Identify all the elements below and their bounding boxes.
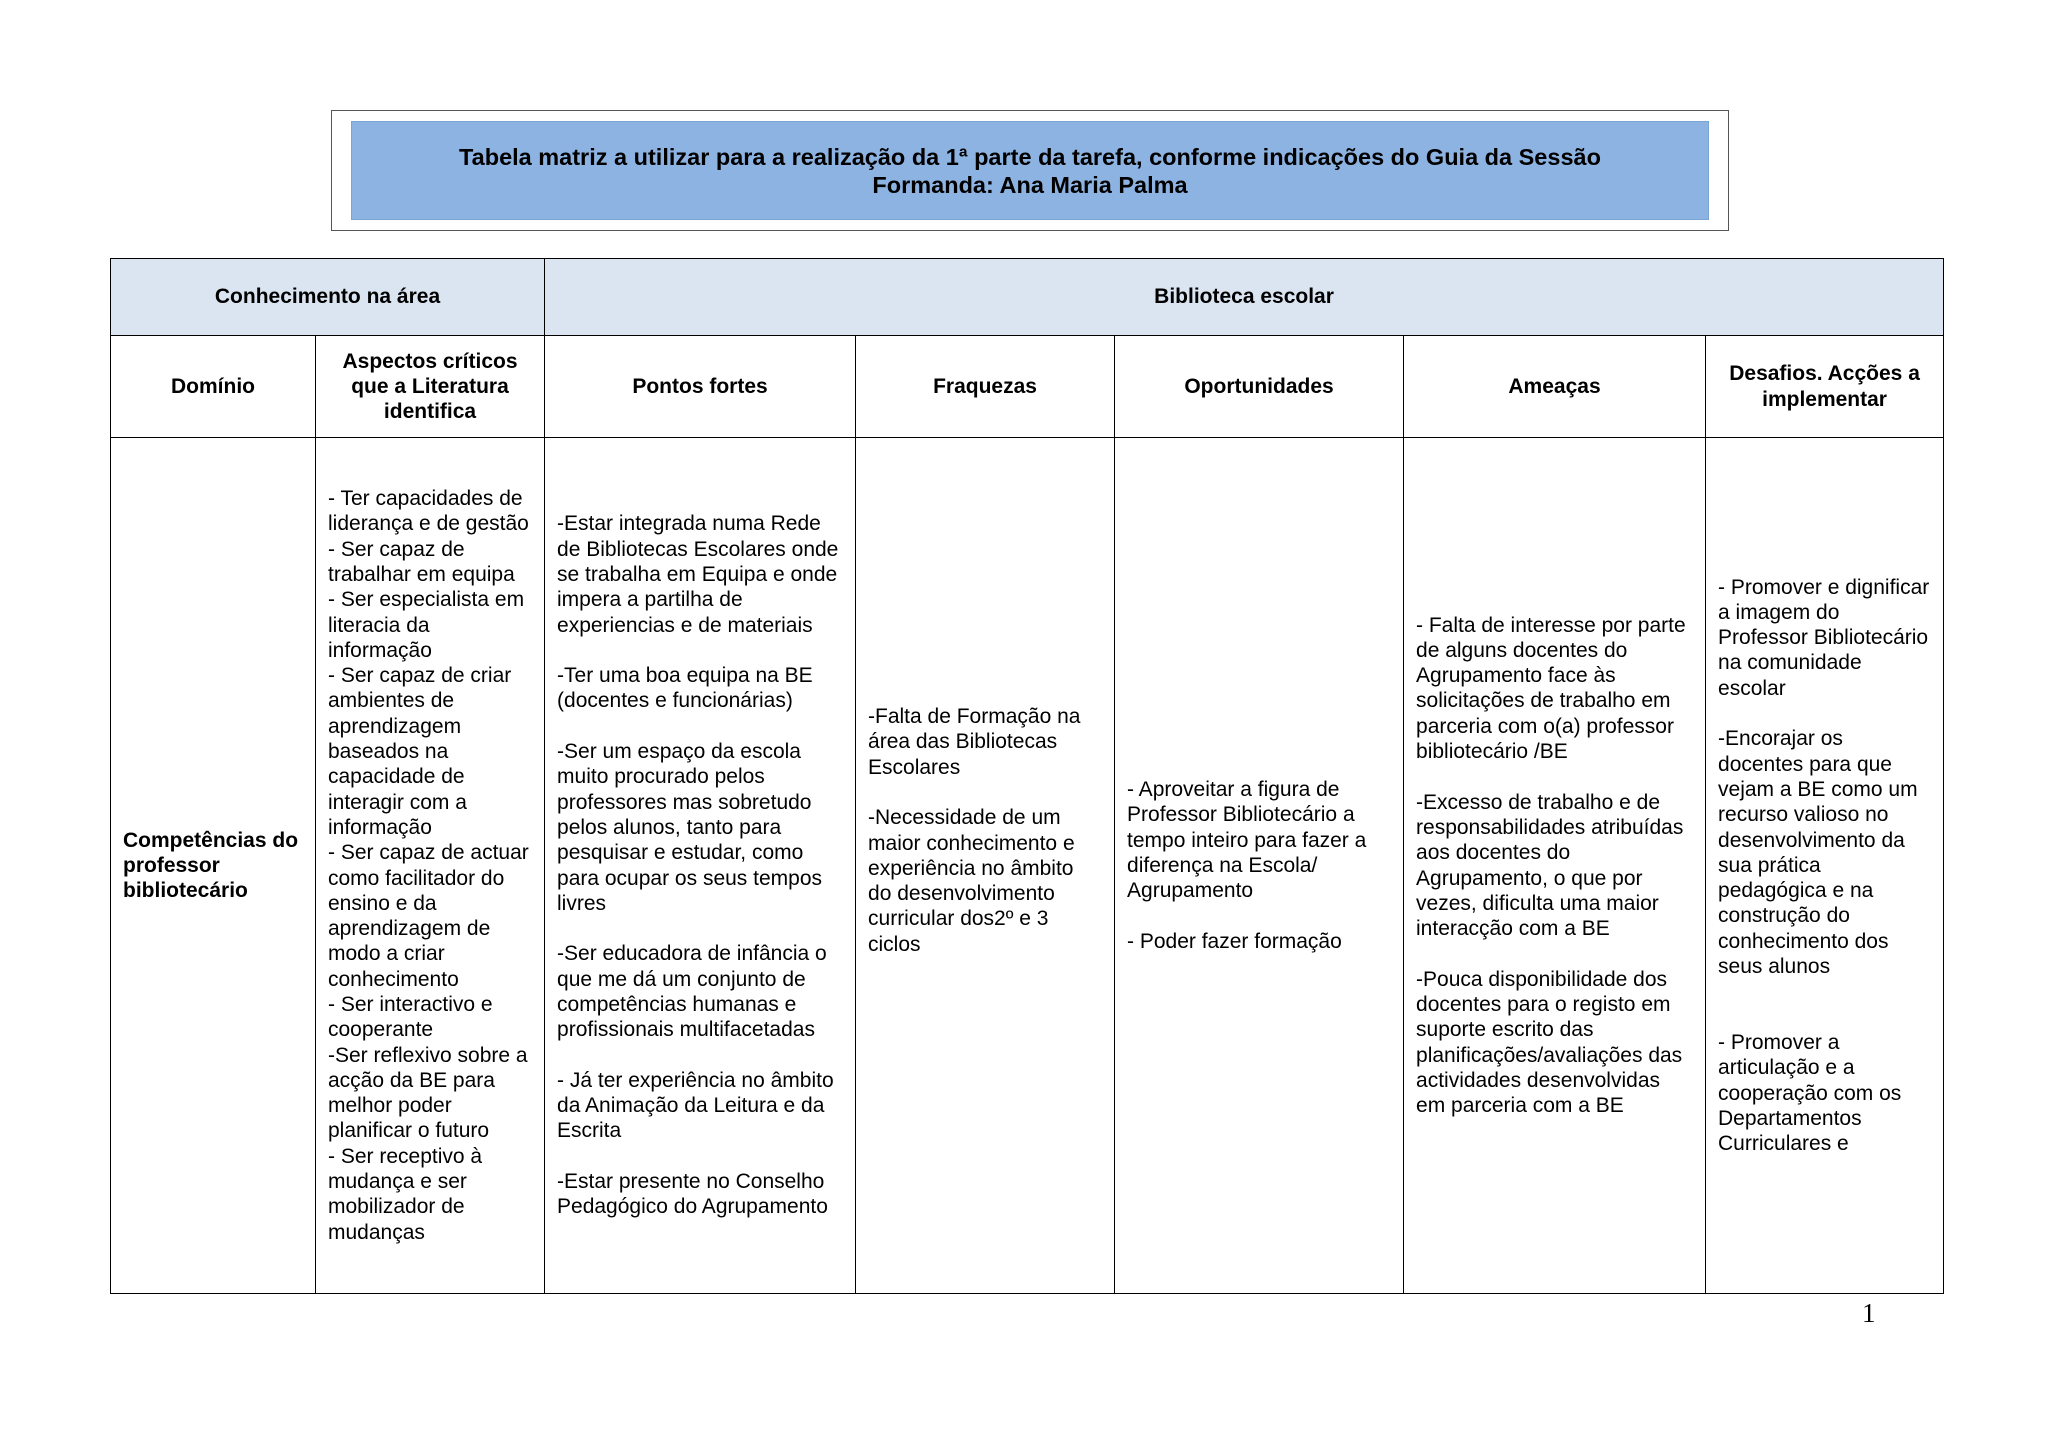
column-header-oportunidades: Oportunidades xyxy=(1115,336,1404,438)
trainee-name: Formanda: Ana Maria Palma xyxy=(872,171,1188,198)
swot-matrix-table xyxy=(110,258,1944,1294)
page-number: 1 xyxy=(1862,1298,1876,1328)
header-banner xyxy=(351,121,1709,220)
column-header-aspectos: Aspectos críticos que a Literatura identifica xyxy=(316,336,545,438)
cell-ameacas: - Falta de interesse por parte de alguns docentes do Agrupamento face às solicitações de trabalho em parceria com o(a) professor bibliotecário /BE -Excesso de trabalho e de responsabilidades atribuídas aos docentes do Agrupamento, o que por vezes, dificulta uma maior interacção com a BE -Pouca disponibilidade dos docentes para o registo em suporte escrito das planificações/avaliações das actividades desenvolvidas em parceria com a BE xyxy=(1404,438,1706,1294)
group-header-row xyxy=(111,259,1944,336)
cell-aspectos: - Ter capacidades de liderança e de gestão - Ser capaz de trabalhar em equipa - Ser especialista em literacia da informação - Ser capaz de criar ambientes de aprendizagem baseados na capacidade de interagir com a informação - Ser capaz de actuar como facilitador do ensino e da aprendizagem de modo a criar conhecimento - Ser interactivo e cooperante -Ser reflexivo sobre a acção da BE para melhor poder planificar o futuro - Ser receptivo à mudança e ser mobilizador de mudanças xyxy=(316,438,545,1294)
header-box xyxy=(331,110,1729,231)
column-header-desafios: Desafios. Acções a implementar xyxy=(1706,336,1944,438)
document-title: Tabela matriz a utilizar para a realização da 1ª parte da tarefa, conforme indicações do Guia da Sessão xyxy=(459,143,1601,170)
column-header-fraquezas: Fraquezas xyxy=(856,336,1115,438)
table-row xyxy=(111,438,1944,1294)
group-header-knowledge: Conhecimento na área xyxy=(111,259,545,336)
column-header-ameacas: Ameaças xyxy=(1404,336,1706,438)
cell-pontos-fortes: -Estar integrada numa Rede de Bibliotecas Escolares onde se trabalha em Equipa e onde impera a partilha de experiencias e de materiais -Ter uma boa equipa na BE (docentes e funcionárias) -Ser um espaço da escola muito procurado pelos professores mas sobretudo pelos alunos, tanto para pesquisar e estudar, como para ocupar os seus tempos livres -Ser educadora de infância o que me dá um conjunto de competências humanas e profissionais multifacetadas - Já ter experiência no âmbito da Animação da Leitura e da Escrita -Estar presente no Conselho Pedagógico do Agrupamento xyxy=(545,438,856,1294)
cell-desafios: - Promover e dignificar a imagem do Professor Bibliotecário na comunidade escolar -Encorajar os docentes para que vejam a BE como um recurso valioso no desenvolvimento da sua prática pedagógica e na construção do conhecimento dos seus alunos - Promover a articulação e a cooperação com os Departamentos Curriculares e xyxy=(1706,438,1944,1294)
column-header-pontos-fortes: Pontos fortes xyxy=(545,336,856,438)
column-header-dominio: Domínio xyxy=(111,336,316,438)
cell-oportunidades: - Aproveitar a figura de Professor Bibliotecário a tempo inteiro para fazer a diferença na Escola/ Agrupamento - Poder fazer formação xyxy=(1115,438,1404,1294)
cell-fraquezas: -Falta de Formação na área das Bibliotecas Escolares -Necessidade de um maior conhecimento e experiência no âmbito do desenvolvimento curricular dos2º e 3 ciclos xyxy=(856,438,1115,1294)
group-header-library: Biblioteca escolar xyxy=(545,259,1944,336)
cell-dominio: Competências do professor bibliotecário xyxy=(111,438,316,1294)
column-header-row xyxy=(111,336,1944,438)
